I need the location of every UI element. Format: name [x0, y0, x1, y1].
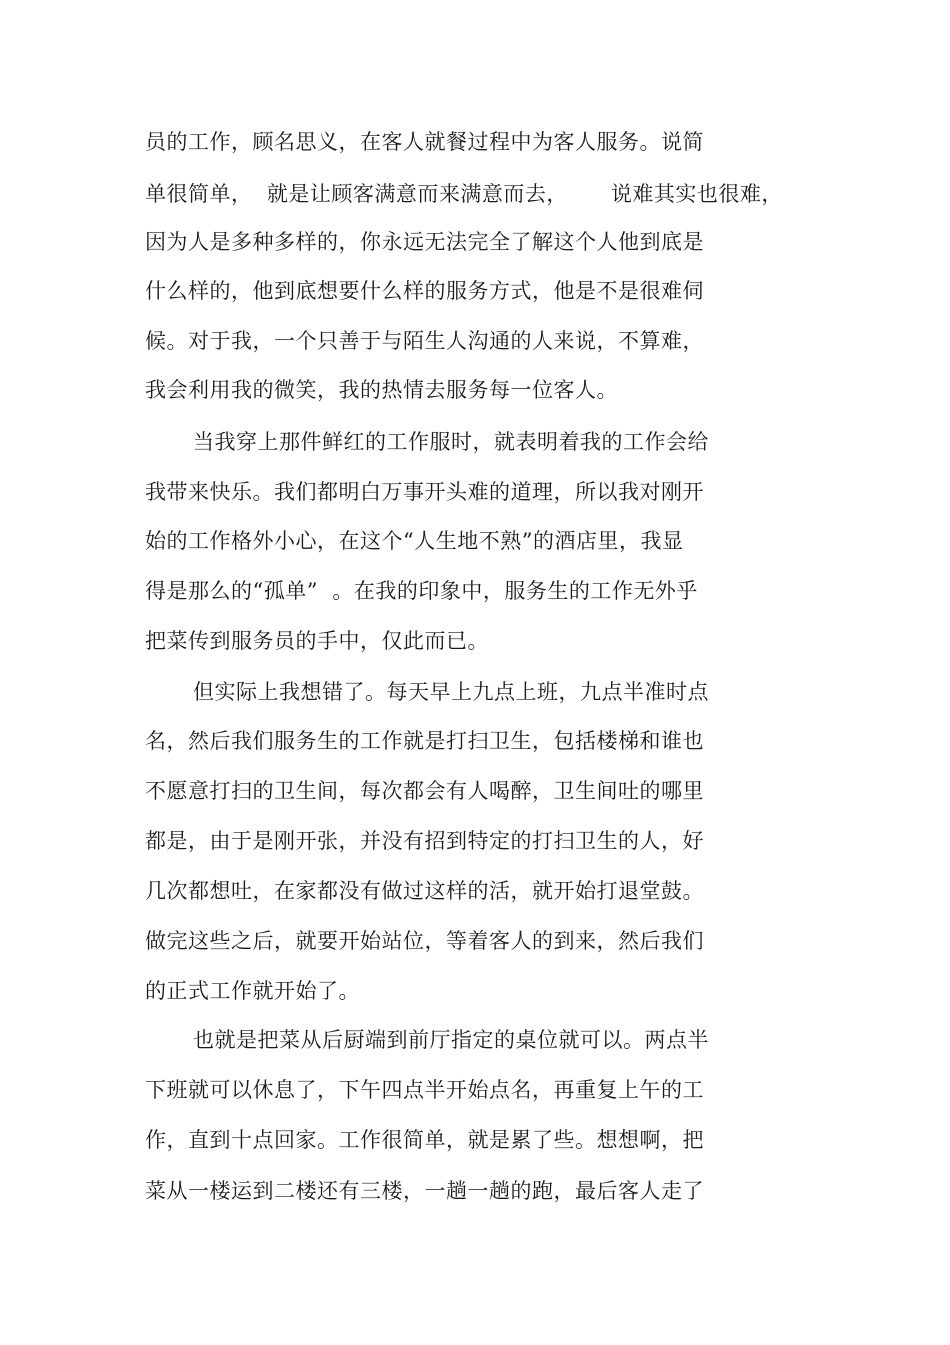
- text-line: 始的工作格外小心，在这个“人生地不熟”的酒店里，我显: [145, 529, 684, 553]
- text-line: 不愿意打扫的卫生间，每次都会有人喝醉，卫生间吐的哪里: [145, 779, 704, 803]
- text-line: 候。对于我，一个只善于与陌生人沟通的人来说，不算难，: [145, 329, 704, 353]
- text-line: 什么样的，他到底想要什么样的服务方式，他是不是很难伺: [145, 279, 704, 303]
- text-line: 单很简单， 就是让顾客满意而来满意而去， 说难其实也很难，: [145, 182, 783, 206]
- text-line: 当我穿上那件鲜红的工作服时，就表明着我的工作会给: [193, 430, 709, 454]
- text-line: 得是那么的“孤单” 。在我的印象中，服务生的工作无外乎: [145, 579, 698, 603]
- text-line: 员的工作，顾名思义，在客人就餐过程中为客人服务。说简: [145, 130, 704, 154]
- text-line: 做完这些之后，就要开始站位，等着客人的到来，然后我们: [145, 929, 704, 953]
- text-line: 几次都想吐，在家都没有做过这样的活，就开始打退堂鼓。: [145, 879, 704, 903]
- text-line: 作，直到十点回家。工作很简单，就是累了些。想想啊，把: [145, 1128, 704, 1152]
- text-line: 的正式工作就开始了。: [145, 979, 360, 1003]
- text-line: 都是，由于是刚开张，并没有招到特定的打扫卫生的人，好: [145, 829, 704, 853]
- text-line: 我会利用我的微笑，我的热情去服务每一位客人。: [145, 378, 618, 402]
- text-line: 把菜传到服务员的手中，仅此而已。: [145, 629, 489, 653]
- text-line: 下班就可以休息了，下午四点半开始点名，再重复上午的工: [145, 1078, 704, 1102]
- text-line: 我带来快乐。我们都明白万事开头难的道理，所以我对刚开: [145, 480, 704, 504]
- text-line: 因为人是多种多样的，你永远无法完全了解这个人他到底是: [145, 230, 704, 254]
- text-line: 名，然后我们服务生的工作就是打扫卫生，包括楼梯和谁也: [145, 729, 704, 753]
- text-line: 菜从一楼运到二楼还有三楼，一趟一趟的跑，最后客人走了: [145, 1179, 704, 1203]
- text-line: 但实际上我想错了。每天早上九点上班，九点半准时点: [193, 680, 709, 704]
- text-line: 也就是把菜从后厨端到前厅指定的桌位就可以。两点半: [193, 1028, 709, 1052]
